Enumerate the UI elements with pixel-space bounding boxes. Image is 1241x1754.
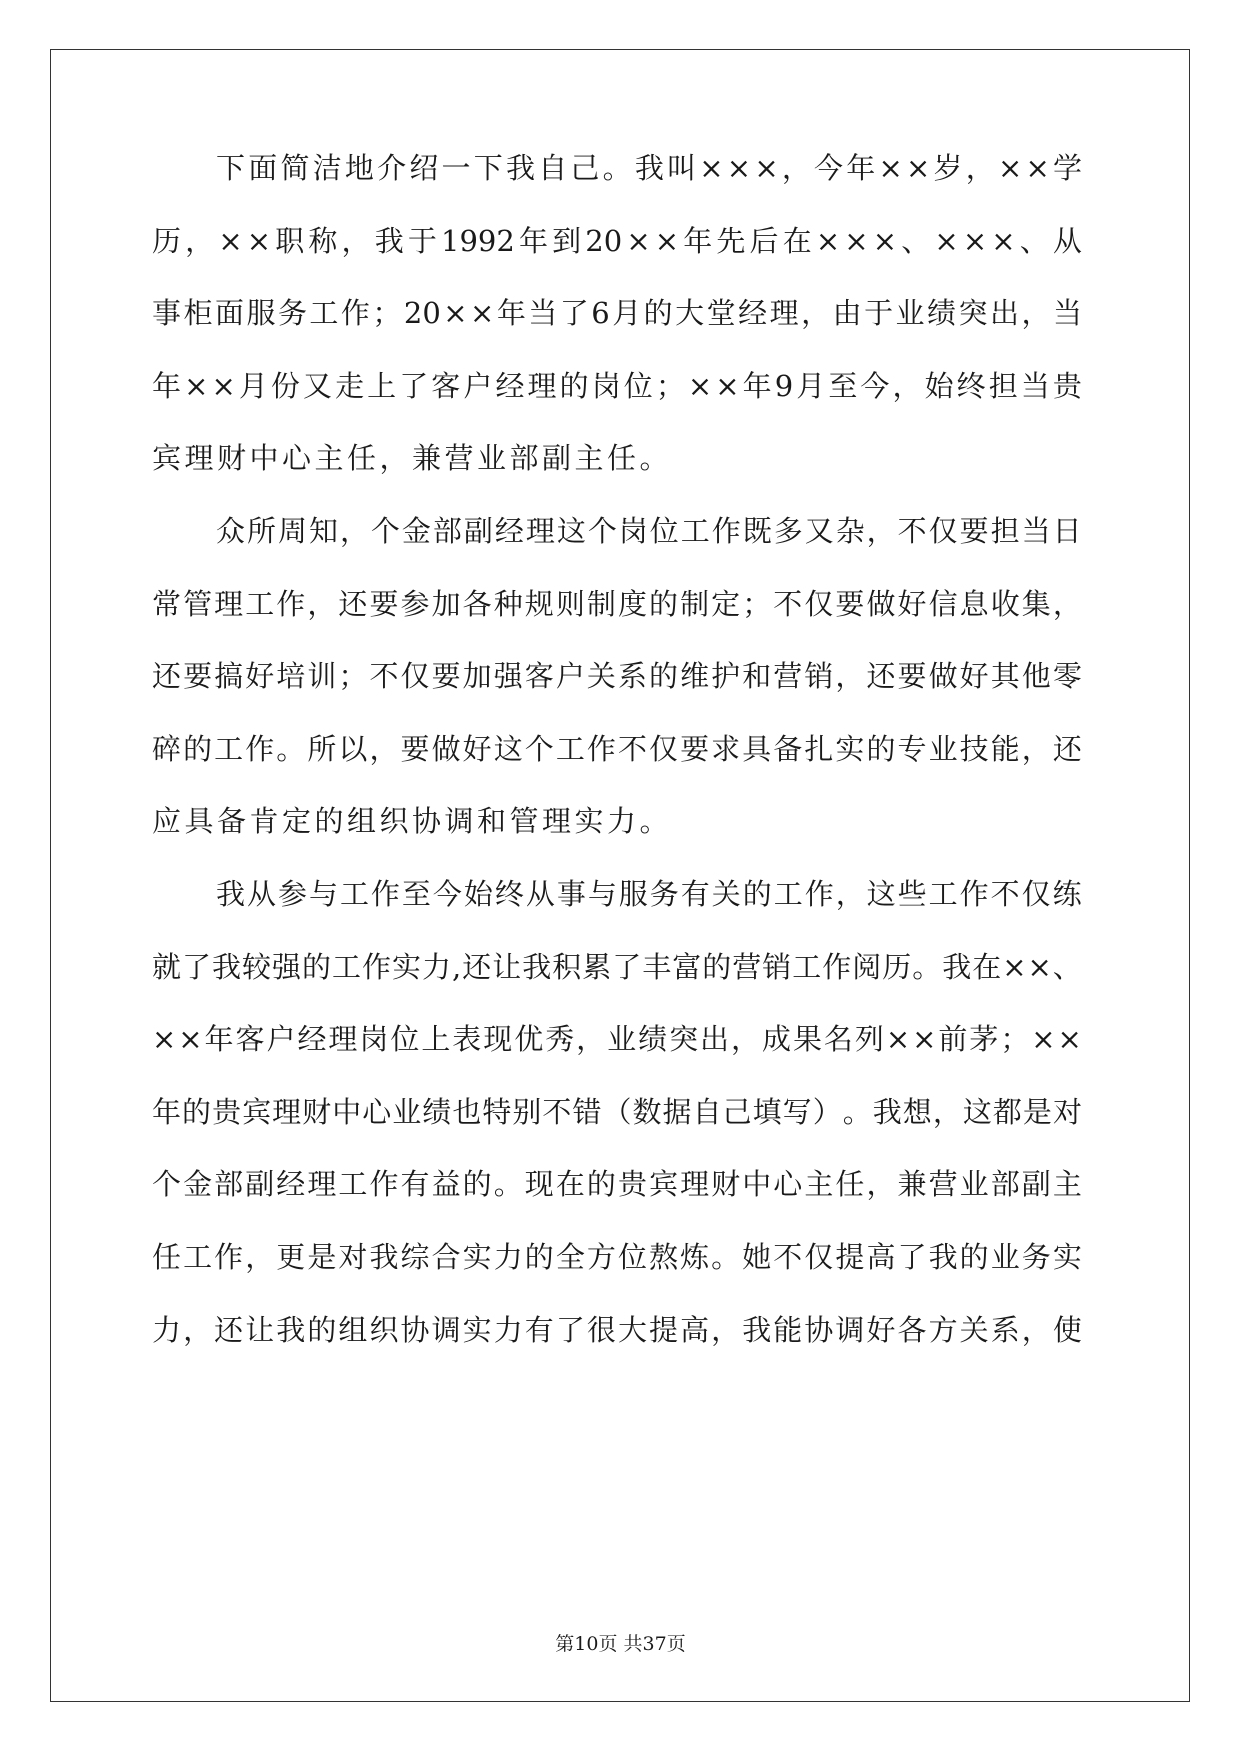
text-line: 历 ， × × 职 称 ， 我 于 1992 年 到 20 × × 年 先 后 在 × × × 、 × × × 、 从 [152, 223, 1082, 258]
page-footer: 第10页 共37页 [555, 1633, 686, 1655]
text-line: 我 从 参 与 工 作 至 今 始 终 从 事 与 服 务 有 关 的 工 作 ， 这 些 工 作 不 仅 练 [216, 877, 1082, 911]
text-line: 众 所 周 知 ， 个 金 部 副 经 理 这 个 岗 位 工 作 既 多 又 杂 ， 不 仅 要 担 当 日 [216, 514, 1082, 548]
text-line: × × 年 客 户 经 理 岗 位 上 表 现 优 秀 ， 业 绩 突 出 ， 成 果 名 列 × × 前 茅 ； × × [152, 1022, 1082, 1057]
text-line: 还 要 搞 好 培 训 ； 不 仅 要 加 强 客 户 关 系 的 维 护 和 营 销 ， 还 要 做 好 其 他 零 [152, 659, 1082, 694]
text-line: 宾理财中心主任，兼营业部副主任。 [152, 441, 673, 476]
text-line: 下 面 简 洁 地 介 绍 一 下 我 自 己 。 我 叫 × × × ， 今 年 × × 岁 ， × × 学 [216, 151, 1082, 185]
text-line: 就 了 我 较 强 的 工 作 实 力 , 还 让 我 积 累 了 丰 富 的 营 销 工 作 阅 历 。 我 在 × × 、 [152, 949, 1082, 984]
text-line: 常 管 理 工 作 ， 还 要 参 加 各 种 规 则 制 度 的 制 定 ； 不 仅 要 做 好 信 息 收 集 ， [152, 586, 1082, 621]
text-line: 年 的 贵 宾 理 财 中 心 业 绩 也 特 别 不 错 （ 数 据 自 己 填 写 ） 。 我 想 ， 这 都 是 对 [152, 1094, 1082, 1129]
text-line: 碎 的 工 作 。 所 以 ， 要 做 好 这 个 工 作 不 仅 要 求 具 备 扎 实 的 专 业 技 能 ， 还 [152, 731, 1082, 766]
text-line: 年 × × 月 份 又 走 上 了 客 户 经 理 的 岗 位 ； × × 年 9 月 至 今 ， 始 终 担 当 贵 [152, 368, 1082, 403]
text-line: 个 金 部 副 经 理 工 作 有 益 的 。 现 在 的 贵 宾 理 财 中 心 主 任 ， 兼 营 业 部 副 主 [152, 1167, 1082, 1202]
text-line: 任 工 作 ， 更 是 对 我 综 合 实 力 的 全 方 位 熬 炼 。 她 不 仅 提 高 了 我 的 业 务 实 [152, 1240, 1082, 1274]
text-line: 应具备肯定的组织协调和管理实力。 [152, 804, 673, 839]
text-line: 事 柜 面 服 务 工 作 ； 20 × × 年 当 了 6 月 的 大 堂 经 理 ， 由 于 业 绩 突 出 ， 当 [152, 296, 1082, 331]
text-line: 力 ， 还 让 我 的 组 织 协 调 实 力 有 了 很 大 提 高 ， 我 能 协 调 好 各 方 关 系 ， 使 [152, 1312, 1082, 1347]
